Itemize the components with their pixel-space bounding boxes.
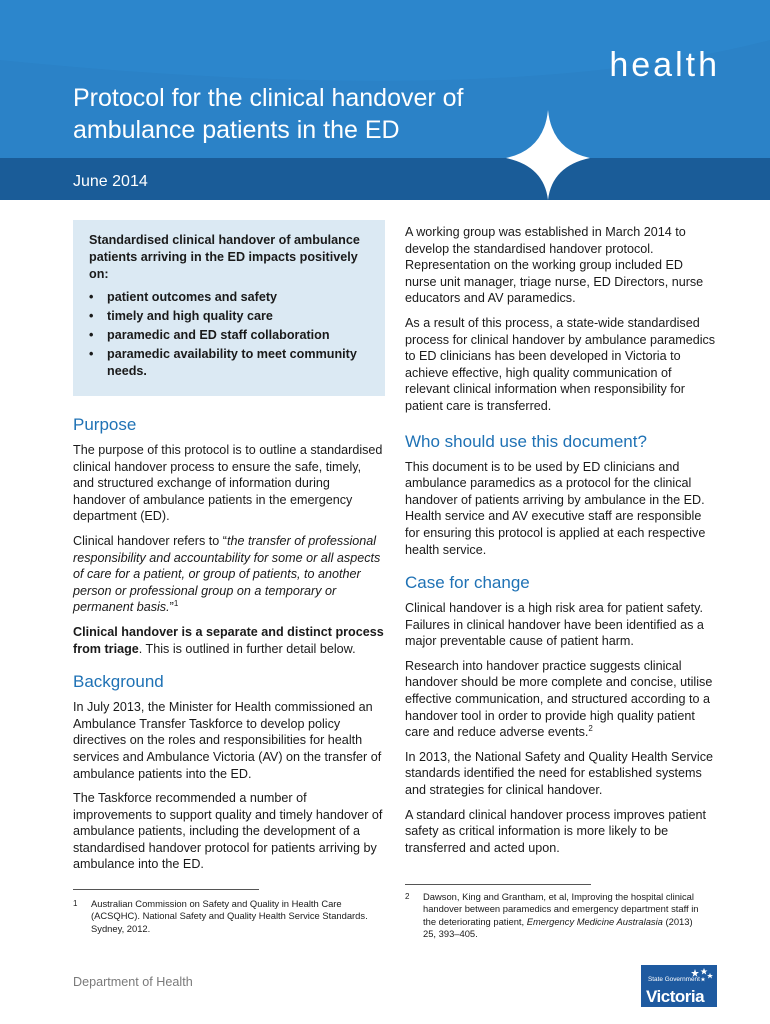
footnote-1 — [73, 898, 379, 935]
document-date: June 2014 — [73, 173, 148, 190]
purpose-paragraph-3-rest: . This is outlined in further detail below. — [138, 641, 356, 656]
case-paragraph-1: Clinical handover is a high risk area for patient safety. Failures in clinical handover have been identified as a major preventable cause of patient harm. — [405, 601, 704, 649]
handover-definition: the transfer of professional responsibility and accountability for some or all aspects of care for a patient, or group of patients, to another person or professional group on a temporary or permanent basis. — [73, 533, 381, 615]
case-paragraph-3: In 2013, the National Safety and Quality Health Service standards identified the need for established systems and strategies for clinical handover. — [405, 749, 714, 798]
footnote-rule-right — [405, 884, 591, 885]
footnote-ref-2[interactable]: 2 — [588, 724, 593, 734]
callout-intro: Standardised clinical handover of ambulance patients arriving in the ED impacts positively on: — [89, 233, 360, 281]
logo-victoria-text: Victoria — [646, 987, 705, 1006]
case-paragraph-2-text: Research into handover practice suggests clinical handover should be more complete and concise, utilise effective communication, and structured according to a handover tool in order to provide high quality patient care and reduce adverse events. — [405, 658, 713, 740]
department-footer: Department of Health — [73, 975, 193, 989]
page-header — [0, 0, 770, 200]
who-heading: Who should use this document? — [405, 431, 647, 451]
callout-item: • timely and high quality care — [89, 308, 369, 325]
triage-distinction: Clinical handover is a separate and distinct process from triage — [73, 624, 384, 656]
footnote-2-text — [423, 891, 705, 941]
footnote-2-body: Dawson, King and Grantham, et al, Improving the hospital clinical handover between paramedics and emergency department staff in the deteriorating patient, — [423, 891, 699, 927]
document-title: Protocol for the clinical handover of ambulance patients in the ED — [73, 84, 464, 144]
statewide-process-paragraph: As a result of this process, a state-wide standardised process for clinical handover by ambulance paramedics to ED clinicians has been developed in Victoria to achieve effective, high quality communication of relevant clinical information when responsibility for patient care is transferred. — [405, 315, 716, 413]
left-column — [73, 220, 385, 881]
case-section — [405, 572, 717, 856]
footnote-1-text: Australian Commission on Safety and Quality in Health Care (ACSQHC). National Safety and Quality Health Service Standards. Sydney, 2012. — [91, 898, 368, 934]
background-paragraph-2: The Taskforce recommended a number of improvements to support quality and timely handover of ambulance patients, including the development of a standardised handover protocol for patients arriving by ambulance into the ED. — [73, 791, 383, 872]
footnote-1-number: 1 — [73, 899, 78, 908]
victoria-government-logo — [641, 965, 717, 1007]
brand-wordmark: health — [609, 46, 720, 84]
background-heading: Background — [73, 672, 164, 692]
purpose-paragraph-3 — [73, 624, 385, 657]
callout-item: • paramedic availability to meet community needs. — [89, 346, 369, 380]
footnote-2-number: 2 — [405, 892, 410, 901]
background-section — [73, 671, 385, 873]
key-points-callout — [73, 220, 385, 396]
quote-open: Clinical handover refers to “ — [73, 533, 227, 548]
footnote-2 — [405, 891, 705, 941]
right-column — [405, 224, 717, 864]
callout-item: • paramedic and ED staff collaboration — [89, 327, 369, 344]
case-paragraph-4: A standard clinical handover process improves patient safety as critical information is more likely to be transferred and acted upon. — [405, 807, 707, 855]
purpose-paragraph-1: The purpose of this protocol is to outline a standardised clinical handover process to ensure the safe, timely, and structured exchange of information during handover of ambulance patients in the emergency department (ED). — [73, 443, 383, 524]
callout-list — [89, 289, 369, 380]
who-section — [405, 431, 717, 559]
callout-item: • patient outcomes and safety — [89, 289, 369, 306]
who-paragraph: This document is to be used by ED clinicians and ambulance paramedics as a protocol for the clinical handover of patients arriving by ambulance in the ED. Health service and AV executive staff are responsible for ensuring this protocol is applied at each respective health service. — [405, 459, 706, 557]
footnote-ref-1[interactable]: 1 — [173, 599, 179, 609]
footnote-2-end: (2013) 25, 393–405. — [423, 915, 693, 940]
case-heading: Case for change — [405, 573, 530, 593]
case-paragraph-2 — [405, 658, 717, 741]
footnote-rule-left — [73, 889, 259, 890]
quote-close: ” — [169, 600, 174, 615]
purpose-paragraph-2 — [73, 533, 385, 616]
footnote-2-journal: Emergency Medicine Australasia — [526, 915, 663, 927]
background-paragraph-1: In July 2013, the Minister for Health commissioned an Ambulance Transfer Taskforce to develop policy directives on the roles and responsibilities for health services and Ambulance Victoria (AV) on the transfer of ambulance patients into the ED. — [73, 700, 382, 781]
logo-small-text: State Government — [648, 976, 700, 983]
purpose-section — [73, 414, 385, 657]
working-group-paragraph: A working group was established in March 2014 to develop the standardised handover protocol. Representation on the working group included ED nurse unit manager, triage nurse, ED Directors, nurse educators and AV paramedics. — [405, 225, 704, 306]
purpose-heading: Purpose — [73, 415, 137, 434]
